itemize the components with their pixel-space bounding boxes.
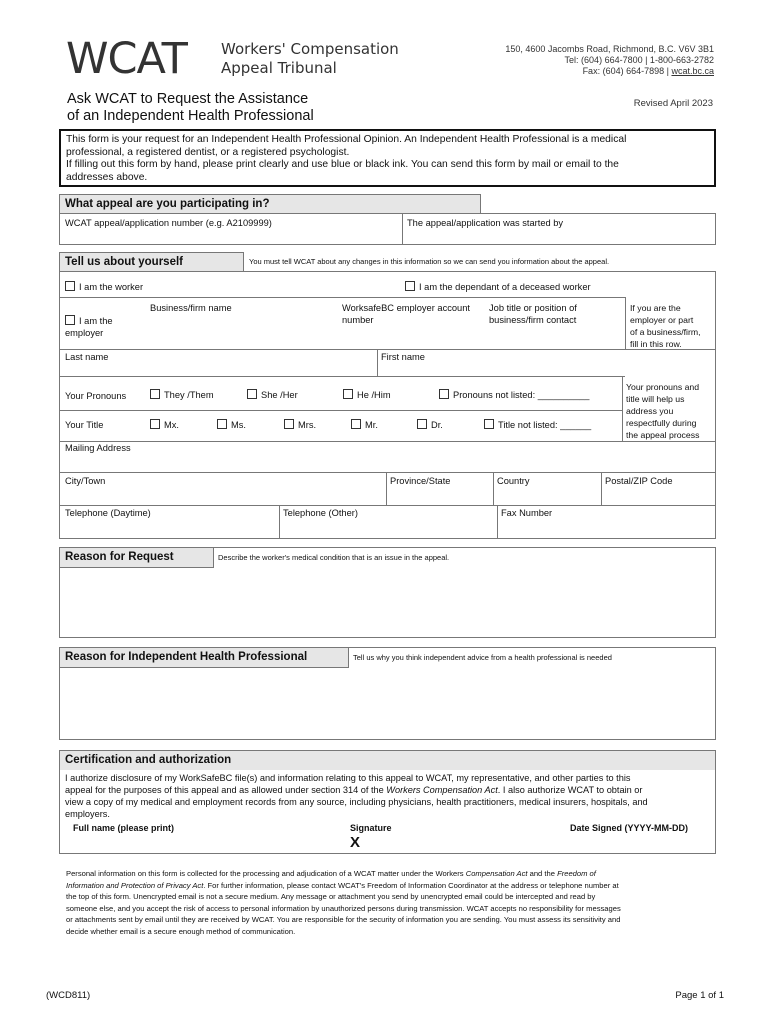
- dependant-option[interactable]: [405, 281, 591, 292]
- divider: [386, 472, 387, 505]
- privacy-part: and the: [527, 869, 558, 878]
- signature-field[interactable]: [366, 836, 556, 852]
- privacy-act: Information and Protection of Privacy Act: [66, 880, 204, 890]
- act-name: Workers Compensation Act: [386, 785, 498, 795]
- privacy-line: someone else, and you accept the risk of access to personal information by unauthorized persons during transmission. WCAT accepts no responsibility for messages: [66, 903, 621, 913]
- pronoun-option-other[interactable]: [439, 389, 589, 400]
- wcat-logo: WCAT: [66, 34, 187, 84]
- row-divider: [59, 297, 625, 298]
- org-name-line2: Appeal Tribunal: [221, 59, 337, 77]
- worker-checkbox[interactable]: [65, 281, 75, 291]
- checkbox[interactable]: [351, 419, 361, 429]
- employer-note-line: fill in this row.: [630, 339, 682, 349]
- pronoun-option-he[interactable]: [343, 389, 391, 400]
- title-option-mrs[interactable]: [284, 419, 316, 430]
- certification-text: [65, 772, 715, 820]
- country-label: Country: [497, 476, 530, 486]
- row-divider: [59, 441, 716, 442]
- checkbox[interactable]: [343, 389, 353, 399]
- row-divider: [59, 505, 716, 506]
- job-title-label-2: business/firm contact: [489, 315, 577, 325]
- pronoun-note-line: the appeal process: [626, 430, 700, 440]
- mailing-address-label: Mailing Address: [65, 443, 131, 453]
- fax-number-label: Fax Number: [501, 508, 553, 518]
- title-option-label: Mr.: [365, 420, 378, 430]
- title-line1: Ask WCAT to Request the Assistance: [67, 91, 309, 107]
- account-number-label-2: number: [342, 315, 374, 325]
- pronoun-option-she[interactable]: [247, 389, 298, 400]
- checkbox[interactable]: [247, 389, 257, 399]
- title-label: Your Title: [65, 420, 104, 430]
- pronoun-label: Pronouns not listed: __________: [453, 390, 590, 400]
- full-name-label: Full name (please print): [73, 823, 175, 833]
- title-option-label: Ms.: [231, 420, 246, 430]
- title-option-other[interactable]: [484, 419, 591, 430]
- pronoun-note-line: title will help us: [626, 394, 685, 404]
- signature-mark: X: [350, 834, 361, 851]
- employer-label-1: I am the: [79, 316, 113, 326]
- first-name-label: First name: [381, 352, 425, 362]
- business-name-label: Business/firm name: [150, 303, 232, 313]
- title-option-dr[interactable]: [417, 419, 443, 430]
- cert-line: view a copy of my medical and employment records from any source, including physicians, health practitioners, medical insurers, hospitals, and: [65, 797, 648, 807]
- intro-line: This form is your request for an Independent Health Professional Opinion. An Independent Health Professional is a medical: [66, 134, 627, 145]
- checkbox[interactable]: [417, 419, 427, 429]
- org-name-line1: Workers' Compensation: [221, 40, 399, 58]
- employer-checkbox[interactable]: [65, 315, 75, 325]
- title-option-label: Dr.: [431, 420, 443, 430]
- checkbox[interactable]: [439, 389, 449, 399]
- title-option-label: Title not listed: ______: [498, 420, 592, 430]
- pronoun-note: [626, 381, 699, 441]
- page-title: [67, 91, 314, 125]
- employer-note-line: of a business/firm,: [630, 327, 701, 337]
- dependant-checkbox[interactable]: [405, 281, 415, 291]
- employer-note: [630, 302, 701, 350]
- pronoun-label: She /Her: [261, 390, 298, 400]
- checkbox[interactable]: [484, 419, 494, 429]
- cert-line: employers.: [65, 809, 110, 819]
- revised-date: Revised April 2023: [633, 98, 713, 109]
- fax-website: [583, 66, 714, 76]
- intro-box: [59, 129, 716, 187]
- reason-ihp-heading: Reason for Independent Health Professional: [59, 647, 349, 668]
- appeal-number-label: WCAT appeal/application number (e.g. A2109999): [65, 218, 272, 228]
- divider: [622, 376, 623, 441]
- divider: [493, 472, 494, 505]
- phone: Tel: (604) 664-7800 | 1-800-663-2782: [564, 55, 714, 65]
- address: 150, 4600 Jacombs Road, Richmond, B.C. V6V 3B1: [505, 44, 714, 54]
- account-number-label-1: WorksafeBC employer account: [342, 303, 470, 313]
- intro-line: If filling out this form by hand, please print clearly and use blue or black ink. You can send this form by mail or email to the: [66, 159, 619, 170]
- signature-label: Signature: [350, 823, 392, 833]
- reason-request-field[interactable]: [62, 570, 713, 635]
- divider: [402, 213, 403, 245]
- pronoun-label: They /Them: [164, 390, 214, 400]
- pronoun-note-line: address you: [626, 406, 674, 416]
- row-divider: [59, 349, 716, 350]
- privacy-act: Freedom of: [557, 869, 596, 878]
- date-signed-label: Date Signed (YYYY-MM-DD): [570, 823, 689, 833]
- pronoun-note-line: respectfully during: [626, 418, 697, 428]
- employer-option[interactable]: [65, 315, 113, 326]
- privacy-part: Personal information on this form is collected for the processing and adjudication of a WCAT matter under the Workers: [66, 869, 466, 878]
- divider: [279, 505, 280, 539]
- row-divider: [59, 410, 622, 411]
- privacy-part: . For further information, please contact WCAT's Freedom of Information Coordinator at the address or telephone number at: [203, 880, 619, 890]
- title-option-label: Mrs.: [298, 420, 317, 430]
- intro-line: professional, a registered dentist, or a registered psychologist.: [66, 146, 350, 158]
- cert-line-part: . I also authorize WCAT to obtain or: [497, 785, 643, 795]
- checkbox[interactable]: [217, 419, 227, 429]
- row-divider: [59, 376, 625, 377]
- form-id: (WCD811): [46, 990, 91, 1001]
- reason-ihp-field[interactable]: [62, 670, 713, 737]
- cert-line-part: appeal for the purposes of this appeal and as allowed under section 314 of the: [65, 785, 387, 795]
- dependant-label: I am the dependant of a deceased worker: [419, 282, 591, 292]
- divider: [497, 505, 498, 539]
- certification-heading: Certification and authorization: [60, 751, 715, 770]
- privacy-line: decide whether email is a secure enough method of communication.: [66, 926, 296, 936]
- website-link[interactable]: wcat.bc.ca: [671, 66, 714, 76]
- city-label: City/Town: [65, 476, 106, 486]
- divider: [377, 349, 378, 376]
- privacy-line: [66, 880, 726, 892]
- divider: [625, 297, 626, 349]
- reason-ihp-note: Tell us why you think independent advice from a health professional is needed: [353, 653, 612, 662]
- divider: [601, 472, 602, 505]
- intro-line: addresses above.: [66, 171, 148, 183]
- about-note: You must tell WCAT about any changes in this information so we can send you information about the appeal.: [249, 257, 610, 266]
- appeal-number-field[interactable]: [63, 229, 399, 243]
- checkbox[interactable]: [284, 419, 294, 429]
- checkbox[interactable]: [150, 389, 160, 399]
- telephone-day-label: Telephone (Daytime): [65, 508, 151, 518]
- title-option-label: Mx.: [164, 420, 179, 430]
- worker-option[interactable]: [65, 281, 143, 292]
- appeal-started-field[interactable]: [406, 229, 712, 243]
- title-option-mx[interactable]: [150, 419, 179, 430]
- privacy-line: or attachments sent by email until they are received by WCAT. You are responsible for the security of information you are sending. You must assess its sensitivity and: [66, 915, 621, 924]
- appeal-section-heading: What appeal are you participating in?: [59, 194, 481, 214]
- title-line2: of an Independent Health Professional: [67, 108, 314, 124]
- privacy-act: Compensation Act: [465, 869, 528, 878]
- about-section-heading: Tell us about yourself: [59, 252, 244, 272]
- privacy-line: [66, 868, 726, 880]
- cert-line: I authorize disclosure of my WorkSafeBC file(s) and information relating to this appeal to WCAT, my representative, and other parties to this: [65, 773, 631, 783]
- checkbox[interactable]: [150, 419, 160, 429]
- title-option-ms[interactable]: [217, 419, 246, 430]
- pronoun-note-line: Your pronouns and: [626, 382, 700, 392]
- reason-request-heading: Reason for Request: [59, 547, 214, 568]
- privacy-line: the top of this form. Unencrypted email is not a secure medium. Any message or attachment you send by unencrypted email could be intercepted and read by: [66, 892, 596, 901]
- employer-note-line: employer or part: [630, 315, 694, 325]
- page-number: Page 1 of 1: [675, 990, 724, 1001]
- telephone-other-label: Telephone (Other): [283, 508, 358, 518]
- pronoun-option-they[interactable]: [150, 389, 214, 400]
- date-signed-field[interactable]: [570, 836, 710, 852]
- employer-note-line: If you are the: [630, 303, 681, 313]
- employer-label-2: employer: [65, 328, 104, 338]
- pronoun-label: He /Him: [357, 390, 391, 400]
- province-label: Province/State: [390, 476, 451, 486]
- postal-label: Postal/ZIP Code: [605, 476, 673, 486]
- reason-request-note: Describe the worker's medical condition that is an issue in the appeal.: [218, 553, 450, 562]
- pronouns-label: Your Pronouns: [65, 391, 127, 401]
- appeal-started-label: The appeal/application was started by: [407, 218, 564, 228]
- full-name-field[interactable]: [72, 836, 332, 852]
- worker-label: I am the worker: [79, 282, 144, 292]
- title-option-mr[interactable]: [351, 419, 378, 430]
- fax-number: Fax: (604) 664-7898 |: [582, 66, 669, 76]
- privacy-notice: [66, 868, 726, 937]
- job-title-label-1: Job title or position of: [489, 303, 577, 313]
- row-divider: [59, 472, 716, 473]
- last-name-label: Last name: [65, 352, 109, 362]
- cert-line: [65, 784, 715, 796]
